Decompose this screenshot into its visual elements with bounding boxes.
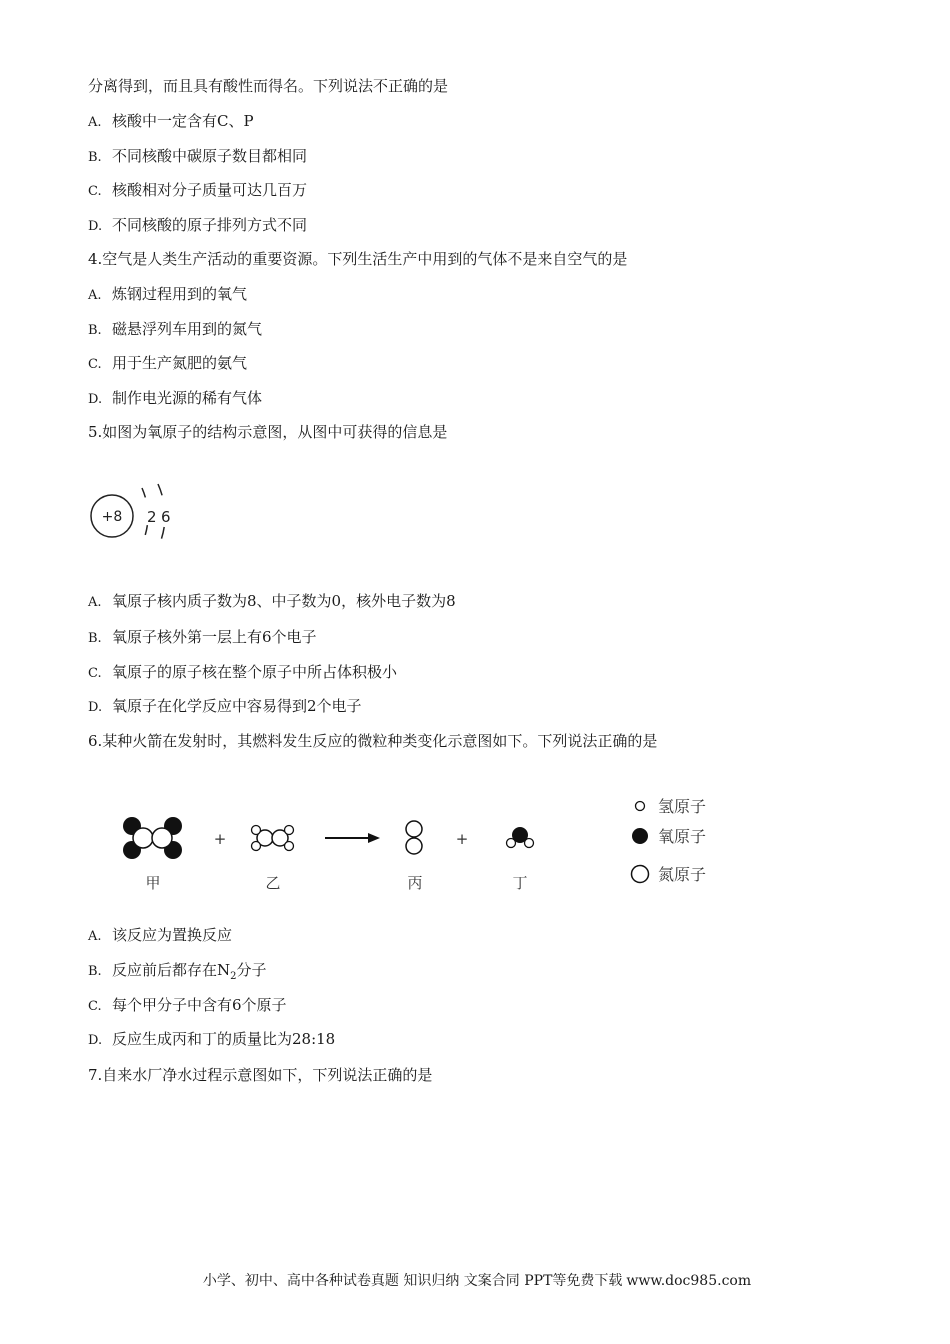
footer-text: 小学、初中、高中各种试卷真题 知识归纳 文案合同 PPT等免费下载 bbox=[202, 1273, 623, 1289]
oxygen-atom-structure-diagram bbox=[88, 480, 178, 552]
q4-option-d bbox=[88, 388, 262, 410]
q6-option-a bbox=[88, 925, 232, 947]
option-text: 氧原子核内质子数为8、中子数为0，核外电子数为8 bbox=[112, 592, 456, 610]
option-letter: B. bbox=[88, 631, 102, 646]
option-letter: A. bbox=[88, 929, 102, 944]
footer-url[interactable]: www.doc985.com bbox=[626, 1273, 752, 1289]
option-text: 氧原子的原子核在整个原子中所占体积极小 bbox=[112, 663, 398, 681]
shell-2-electrons: 6 bbox=[161, 508, 171, 526]
molecule-yi bbox=[252, 826, 294, 851]
option-letter: C. bbox=[88, 184, 102, 199]
label-yi: 乙 bbox=[265, 874, 281, 892]
q6-option-d bbox=[88, 1029, 335, 1051]
option-text: 氧原子核外第一层上有6个电子 bbox=[112, 628, 317, 646]
option-letter: D. bbox=[88, 700, 103, 715]
plus-sign-2: + bbox=[455, 830, 469, 848]
subscript: 2 bbox=[230, 971, 237, 982]
option-text-after: 分子 bbox=[236, 961, 267, 979]
q6-option-c bbox=[88, 995, 287, 1017]
option-letter: D. bbox=[88, 392, 103, 407]
hydrogen-atom bbox=[285, 842, 294, 851]
option-letter: A. bbox=[88, 595, 102, 610]
hydrogen-atom bbox=[525, 839, 534, 848]
legend-hydrogen-label: 氢原子 bbox=[658, 797, 707, 816]
option-letter: C. bbox=[88, 999, 102, 1014]
option-letter: D. bbox=[88, 219, 103, 234]
option-letter: C. bbox=[88, 357, 102, 372]
legend-nitrogen-symbol bbox=[632, 866, 649, 883]
legend-oxygen-symbol bbox=[632, 828, 648, 844]
hydrogen-atom bbox=[507, 839, 516, 848]
option-letter: B. bbox=[88, 964, 102, 979]
nitrogen-atom bbox=[152, 828, 172, 848]
option-letter: B. bbox=[88, 150, 102, 165]
q3-option-c bbox=[88, 180, 307, 202]
q7-stem: 7.自来水厂净水过程示意图如下，下列说法正确的是 bbox=[88, 1066, 433, 1084]
option-text: 不同核酸的原子排列方式不同 bbox=[112, 216, 308, 234]
reaction-particle-diagram bbox=[110, 788, 750, 900]
option-letter: A. bbox=[88, 115, 102, 130]
legend-oxygen-label: 氧原子 bbox=[658, 827, 707, 846]
molecule-ding bbox=[507, 827, 534, 848]
option-text: 不同核酸中碳原子数目都相同 bbox=[112, 147, 308, 165]
hydrogen-atom bbox=[252, 826, 261, 835]
option-text: 核酸中一定含有C、P bbox=[112, 112, 254, 130]
q5-option-d bbox=[88, 696, 362, 718]
option-letter: D. bbox=[88, 1033, 103, 1048]
hydrogen-atom bbox=[285, 826, 294, 835]
option-text: 氧原子在化学反应中容易得到2个电子 bbox=[112, 697, 362, 715]
option-text: 反应生成丙和丁的质量比为28:18 bbox=[112, 1030, 336, 1048]
option-text: 磁悬浮列车用到的氮气 bbox=[112, 320, 263, 338]
q4-option-c bbox=[88, 353, 247, 375]
q4-option-b bbox=[88, 319, 262, 341]
q6-stem: 6.某种火箭在发射时，其燃料发生反应的微粒种类变化示意图如下。下列说法正确的是 bbox=[88, 732, 658, 750]
nitrogen-atom bbox=[406, 838, 422, 854]
page-footer bbox=[0, 1270, 950, 1290]
q5-option-b bbox=[88, 627, 317, 649]
q5-option-a bbox=[88, 591, 456, 613]
nitrogen-atom bbox=[133, 828, 153, 848]
particle-legend bbox=[632, 797, 707, 884]
q4-option-a bbox=[88, 284, 247, 306]
shell-1-electrons: 2 bbox=[147, 508, 157, 526]
option-text: 核酸相对分子质量可达几百万 bbox=[112, 181, 308, 199]
label-ding: 丁 bbox=[512, 874, 528, 892]
option-letter: A. bbox=[88, 288, 102, 303]
q3-option-a bbox=[88, 111, 254, 133]
nitrogen-atom bbox=[406, 821, 422, 837]
option-text: 该反应为置换反应 bbox=[112, 926, 233, 944]
option-text: 制作电光源的稀有气体 bbox=[112, 389, 263, 407]
option-text: 炼钢过程用到的氧气 bbox=[112, 285, 248, 303]
q6-option-b bbox=[88, 960, 267, 987]
q3-stem-tail: 分离得到，而且具有酸性而得名。下列说法不正确的是 bbox=[88, 77, 449, 95]
option-text: 用于生产氮肥的氨气 bbox=[112, 354, 248, 372]
option-text-before: 反应前后都存在N bbox=[112, 961, 231, 979]
nucleus-charge: +8 bbox=[101, 509, 123, 525]
reaction-arrow bbox=[325, 833, 380, 843]
option-letter: C. bbox=[88, 666, 102, 681]
q4-stem: 4.空气是人类生产活动的重要资源。下列生活生产中用到的气体不是来自空气的是 bbox=[88, 250, 628, 268]
label-jia: 甲 bbox=[145, 874, 161, 892]
legend-nitrogen-label: 氮原子 bbox=[658, 865, 707, 884]
option-text: 每个甲分子中含有6个原子 bbox=[112, 996, 287, 1014]
hydrogen-atom bbox=[252, 842, 261, 851]
molecule-bing bbox=[406, 821, 422, 854]
q3-option-b bbox=[88, 146, 307, 168]
legend-hydrogen-symbol bbox=[636, 802, 645, 811]
option-letter: B. bbox=[88, 323, 102, 338]
label-bing: 丙 bbox=[407, 874, 423, 892]
q5-stem: 5.如图为氧原子的结构示意图，从图中可获得的信息是 bbox=[88, 423, 448, 441]
plus-sign-1: + bbox=[213, 830, 227, 848]
q3-option-d bbox=[88, 215, 307, 237]
molecule-jia bbox=[123, 817, 182, 859]
q5-option-c bbox=[88, 662, 397, 684]
